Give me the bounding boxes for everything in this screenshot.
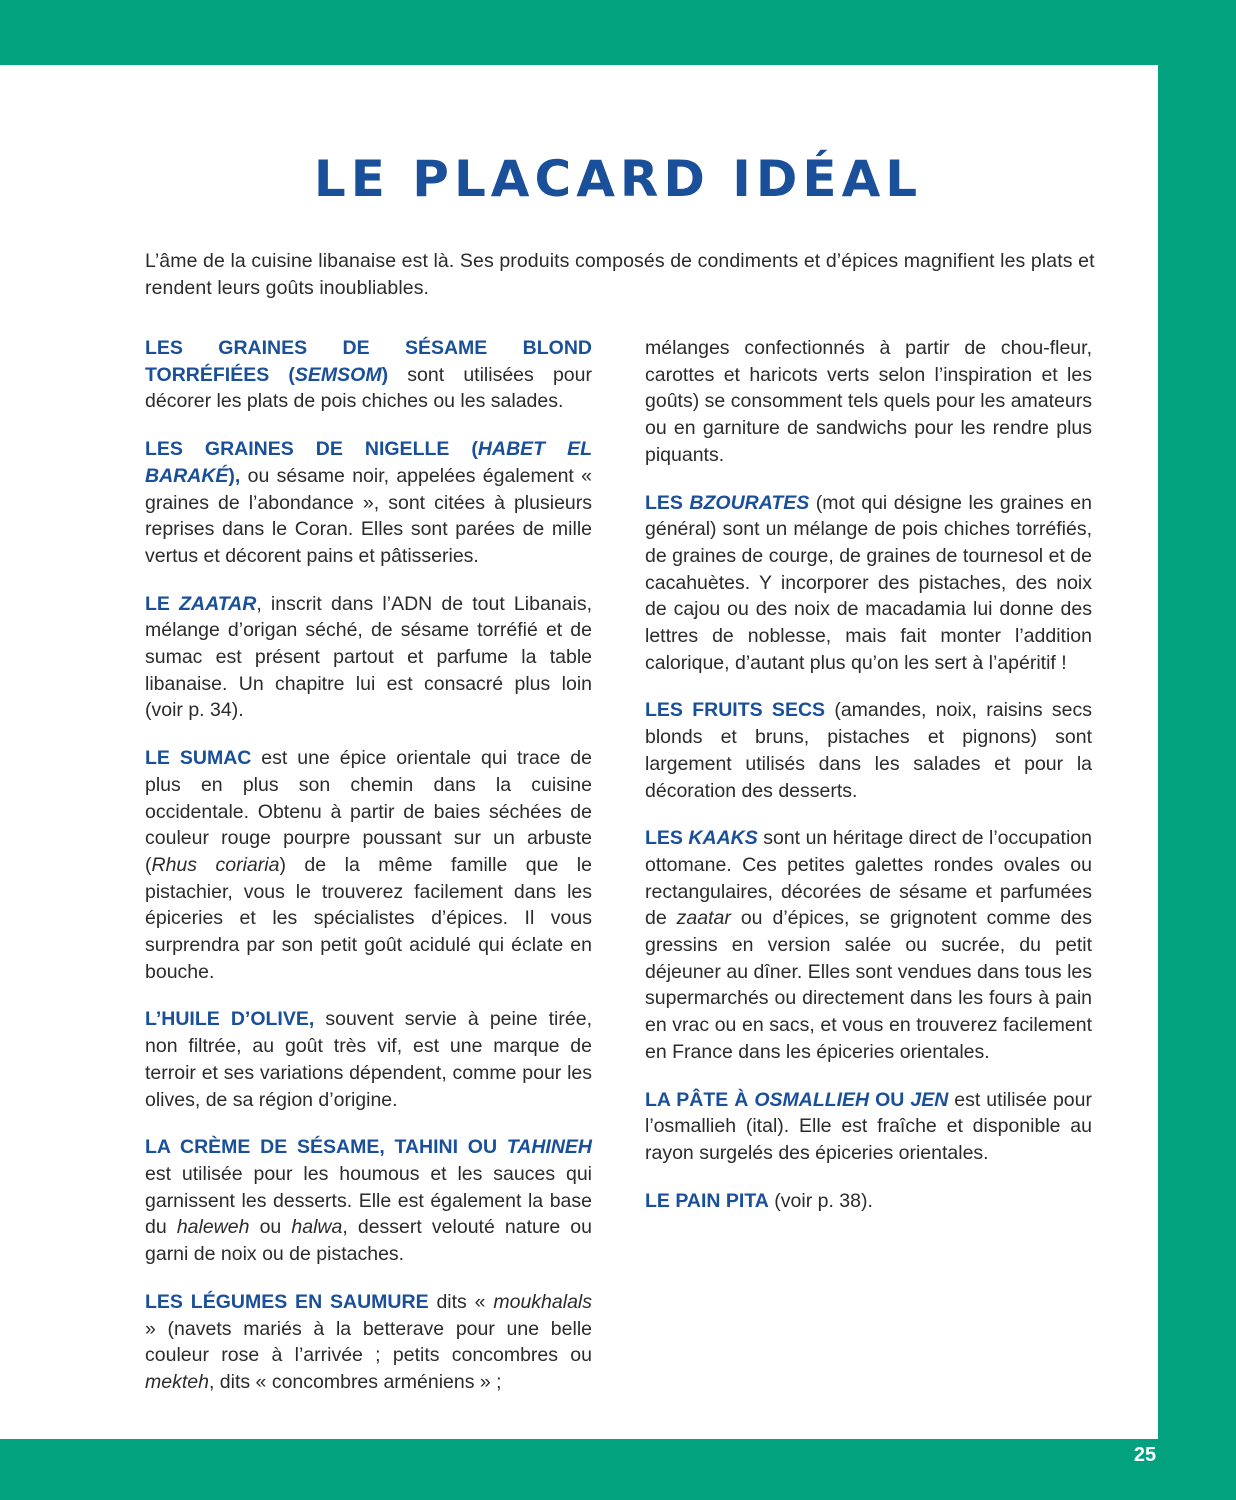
entry-legumes-saumure bbox=[145, 1289, 592, 1396]
entry-body: sont utilisées pour décorer les plats de pois chiches ou les salades. bbox=[145, 363, 592, 413]
entry-fruits-secs bbox=[645, 697, 1092, 804]
left-column bbox=[145, 335, 592, 1417]
entry-heading: LE SUMAC bbox=[145, 747, 252, 770]
entry-sesame bbox=[145, 335, 592, 415]
entry-body: (mot qui désigne les graines en général) sont un mélange de pois chiches torréfiés, de graines de courge, de graines de tournesol et de cacahuètes. Y incorporer des pistaches, des noix de cajou ou des noix de macadamia lui donne des lettres de noblesse, mais fait monter l’addition calorique, d’autant plus qu’on les sert à l’apéritif ! bbox=[645, 491, 1093, 674]
entry-nigelle bbox=[145, 436, 592, 570]
entry-heading: LES KAAKS bbox=[645, 827, 758, 850]
entry-pain-pita bbox=[645, 1188, 1092, 1215]
entry-heading: LE PAIN PITA bbox=[645, 1189, 769, 1212]
entry-heading: LES GRAINES DE SÉSAME BLOND TORRÉFIÉES (SEMSOM) bbox=[145, 337, 592, 386]
page-title: LE PLACARD IDÉAL bbox=[313, 149, 923, 208]
entry-sumac bbox=[145, 745, 592, 985]
entry-osmallieh bbox=[645, 1087, 1092, 1167]
entry-kaaks bbox=[645, 825, 1092, 1065]
right-column bbox=[645, 335, 1092, 1235]
entry-body: sont un héritage direct de l’occupation ottomane. Ces petites galettes rondes ovales ou rectangulaires, décorées de sésame et parfumées de zaatar ou d’épices, se grignotent comme des gressins en version salée ou sucrée, du petit déjeuner au dîner. Elles sont vendues dans tous les supermarchés ou directement dans les fours à pain en vrac ou en sacs, et vous en trouverez facilement en France dans les épiceries orientales. bbox=[645, 827, 1092, 1063]
entry-body: (amandes, noix, raisins secs blonds et bruns, pistaches et pignons) sont largement utilisés dans les salades et pour la décoration des desserts. bbox=[645, 699, 1093, 802]
entry-legumes-continued: mélanges confectionnés à partir de chou-fleur, carottes et haricots verts selon l’inspiration et les goûts) se consomment tels quels pour les amateurs ou en garniture de sandwichs pour les rendre plus piquants. bbox=[645, 337, 1092, 466]
entry-tahini bbox=[145, 1134, 592, 1268]
intro-paragraph: L’âme de la cuisine libanaise est là. Ses produits composés de condiments et d’épices magnifient les plats et rendent leurs goûts inoubliables. bbox=[145, 249, 1095, 299]
entry-heading: LES BZOURATES bbox=[645, 491, 810, 514]
entry-body: est utilisée pour l’osmallieh (ital). Elle est fraîche et disponible au rayon surgelés des épiceries orientales. bbox=[645, 1088, 1092, 1164]
entry-body: ou sésame noir, appelées également « graines de l’abondance », sont citées à plusieurs reprises dans le Coran. Elles sont parées de mille vertus et décorent pains et pâtisseries. bbox=[145, 464, 592, 567]
entry-bzourates bbox=[645, 490, 1092, 677]
entry-heading: L’HUILE D’OLIVE, bbox=[145, 1008, 315, 1031]
entry-heading: LE ZAATAR bbox=[145, 592, 257, 615]
entry-zaatar bbox=[145, 591, 592, 725]
entry-huile-olive bbox=[145, 1006, 592, 1113]
entry-heading: LES FRUITS SECS bbox=[645, 699, 826, 722]
entry-body: est utilisée pour les houmous et les sauces qui garnissent les desserts. Elle est également la base du haleweh ou halwa, dessert velouté nature ou garni de noix ou de pistaches. bbox=[145, 1162, 593, 1266]
entry-body: , inscrit dans l’ADN de tout Libanais, mélange d’origan séché, de sésame torréfié et de sumac est présent partout et parfume la table libanaise. Un chapitre lui est consacré plus loin (voir p. 34). bbox=[145, 592, 592, 722]
entry-heading: LES GRAINES DE NIGELLE (HABET EL BARAKÉ), bbox=[145, 438, 592, 487]
entry-body: est une épice orientale qui trace de plus en plus son chemin dans la cuisine occidentale. Obtenu à partir de baies séchées de couleur rouge pourpre poussant sur un arbuste (Rhus coriaria) de la même famille que le pistachier, vous le trouverez facilement dans les épiceries et les spécialistes d’épices. Il vous surprendra par son petit goût acidulé qui éclate en bouche. bbox=[145, 747, 592, 983]
entry-body: dits « moukhalals » (navets mariés à la betterave pour une belle couleur rose à l’arrivée ; petits concombres ou mekteh, dits « concombres arméniens » ; bbox=[145, 1290, 592, 1393]
entry-heading: LA CRÈME DE SÉSAME, TAHINI OU TAHINEH bbox=[145, 1136, 592, 1159]
entry-body: souvent servie à peine tirée, non filtrée, au goût très vif, est une marque de terroir et ses variations dépendent, comme pour les olives, de sa région d’origine. bbox=[145, 1008, 592, 1111]
entry-heading: LA PÂTE À OSMALLIEH OU JEN bbox=[645, 1088, 949, 1111]
entry-body: (voir p. 38). bbox=[768, 1189, 873, 1212]
entry-heading: LES LÉGUMES EN SAUMURE bbox=[145, 1290, 429, 1313]
page-number: 25 bbox=[1133, 1444, 1157, 1466]
